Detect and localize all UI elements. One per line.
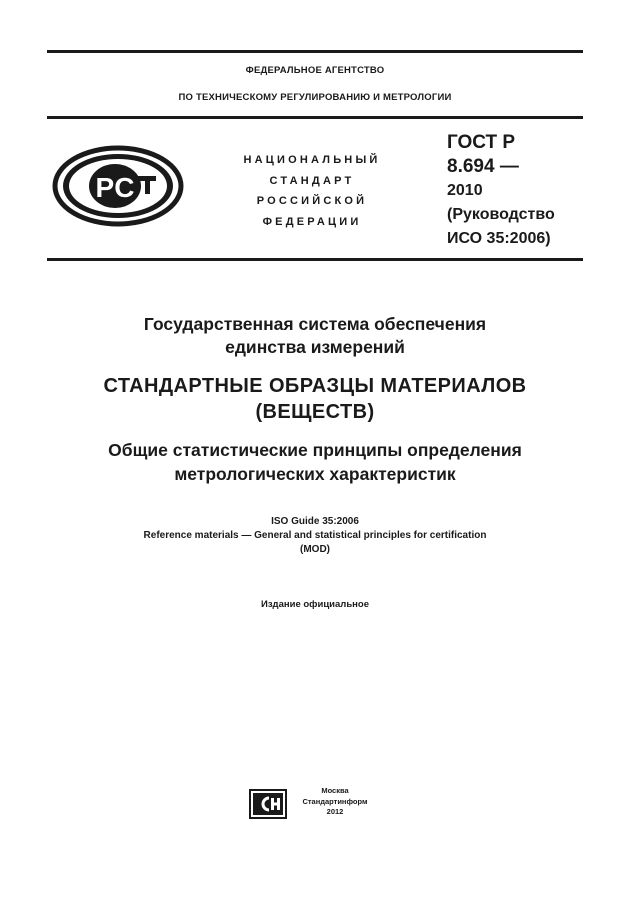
iso-reference-line-3: (MOD) — [300, 544, 330, 555]
national-standard-line-2: СТАНДАРТ — [269, 174, 355, 187]
publisher-year: 2012 — [326, 807, 344, 816]
standard-code-block — [447, 131, 597, 251]
national-standard-line-1: НАЦИОНАЛЬНЫЙ — [243, 154, 381, 166]
main-title-line-1: СТАНДАРТНЫЕ ОБРАЗЦЫ МАТЕРИАЛОВ — [103, 375, 527, 397]
national-standard-block — [222, 150, 402, 232]
standard-code-line-1: ГОСТ Р — [447, 132, 516, 153]
main-title-line-2: (ВЕЩЕСТВ) — [255, 401, 375, 423]
title-block-rule — [47, 258, 583, 261]
standartinform-logo-icon — [249, 789, 287, 819]
series-title-line-2: единства измерений — [225, 337, 405, 357]
national-standard-line-4: ФЕДЕРАЦИИ — [262, 215, 362, 228]
agency-line-1: ФЕДЕРАЛЬНОЕ АГЕНТСТВО — [245, 65, 385, 76]
rst-certification-mark-icon — [52, 145, 184, 227]
svg-text:PC: PC — [95, 172, 135, 203]
agency-line-2: ПО ТЕХНИЧЕСКОМУ РЕГУЛИРОВАНИЮ И МЕТРОЛОГИИ — [178, 92, 452, 103]
subtitle-line-2: метрологических характеристик — [174, 464, 456, 484]
iso-reference-line-1: ISO Guide 35:2006 — [271, 516, 359, 527]
national-standard-line-3: РОССИЙСКОЙ — [256, 195, 368, 207]
publisher-city: Москва — [321, 786, 349, 795]
standard-code-line-2: 8.694 — — [447, 156, 519, 177]
series-title-line-1: Государственная система обеспечения — [143, 314, 487, 334]
standard-code-line-5: ИСО 35:2006) — [447, 230, 551, 247]
iso-reference-line-2: Reference materials — General and statistical principles for certification — [143, 530, 487, 541]
top-rule — [47, 50, 583, 53]
publisher-name: Стандартинформ — [302, 796, 368, 806]
standard-code-line-3: 2010 — [447, 182, 483, 199]
header-rule — [47, 116, 583, 119]
standard-code-line-4: (Руководство — [447, 206, 555, 223]
edition-label: Издание официальное — [261, 599, 369, 610]
subtitle-line-1: Общие статистические принципы определения — [108, 440, 522, 460]
publisher-block — [294, 786, 376, 818]
